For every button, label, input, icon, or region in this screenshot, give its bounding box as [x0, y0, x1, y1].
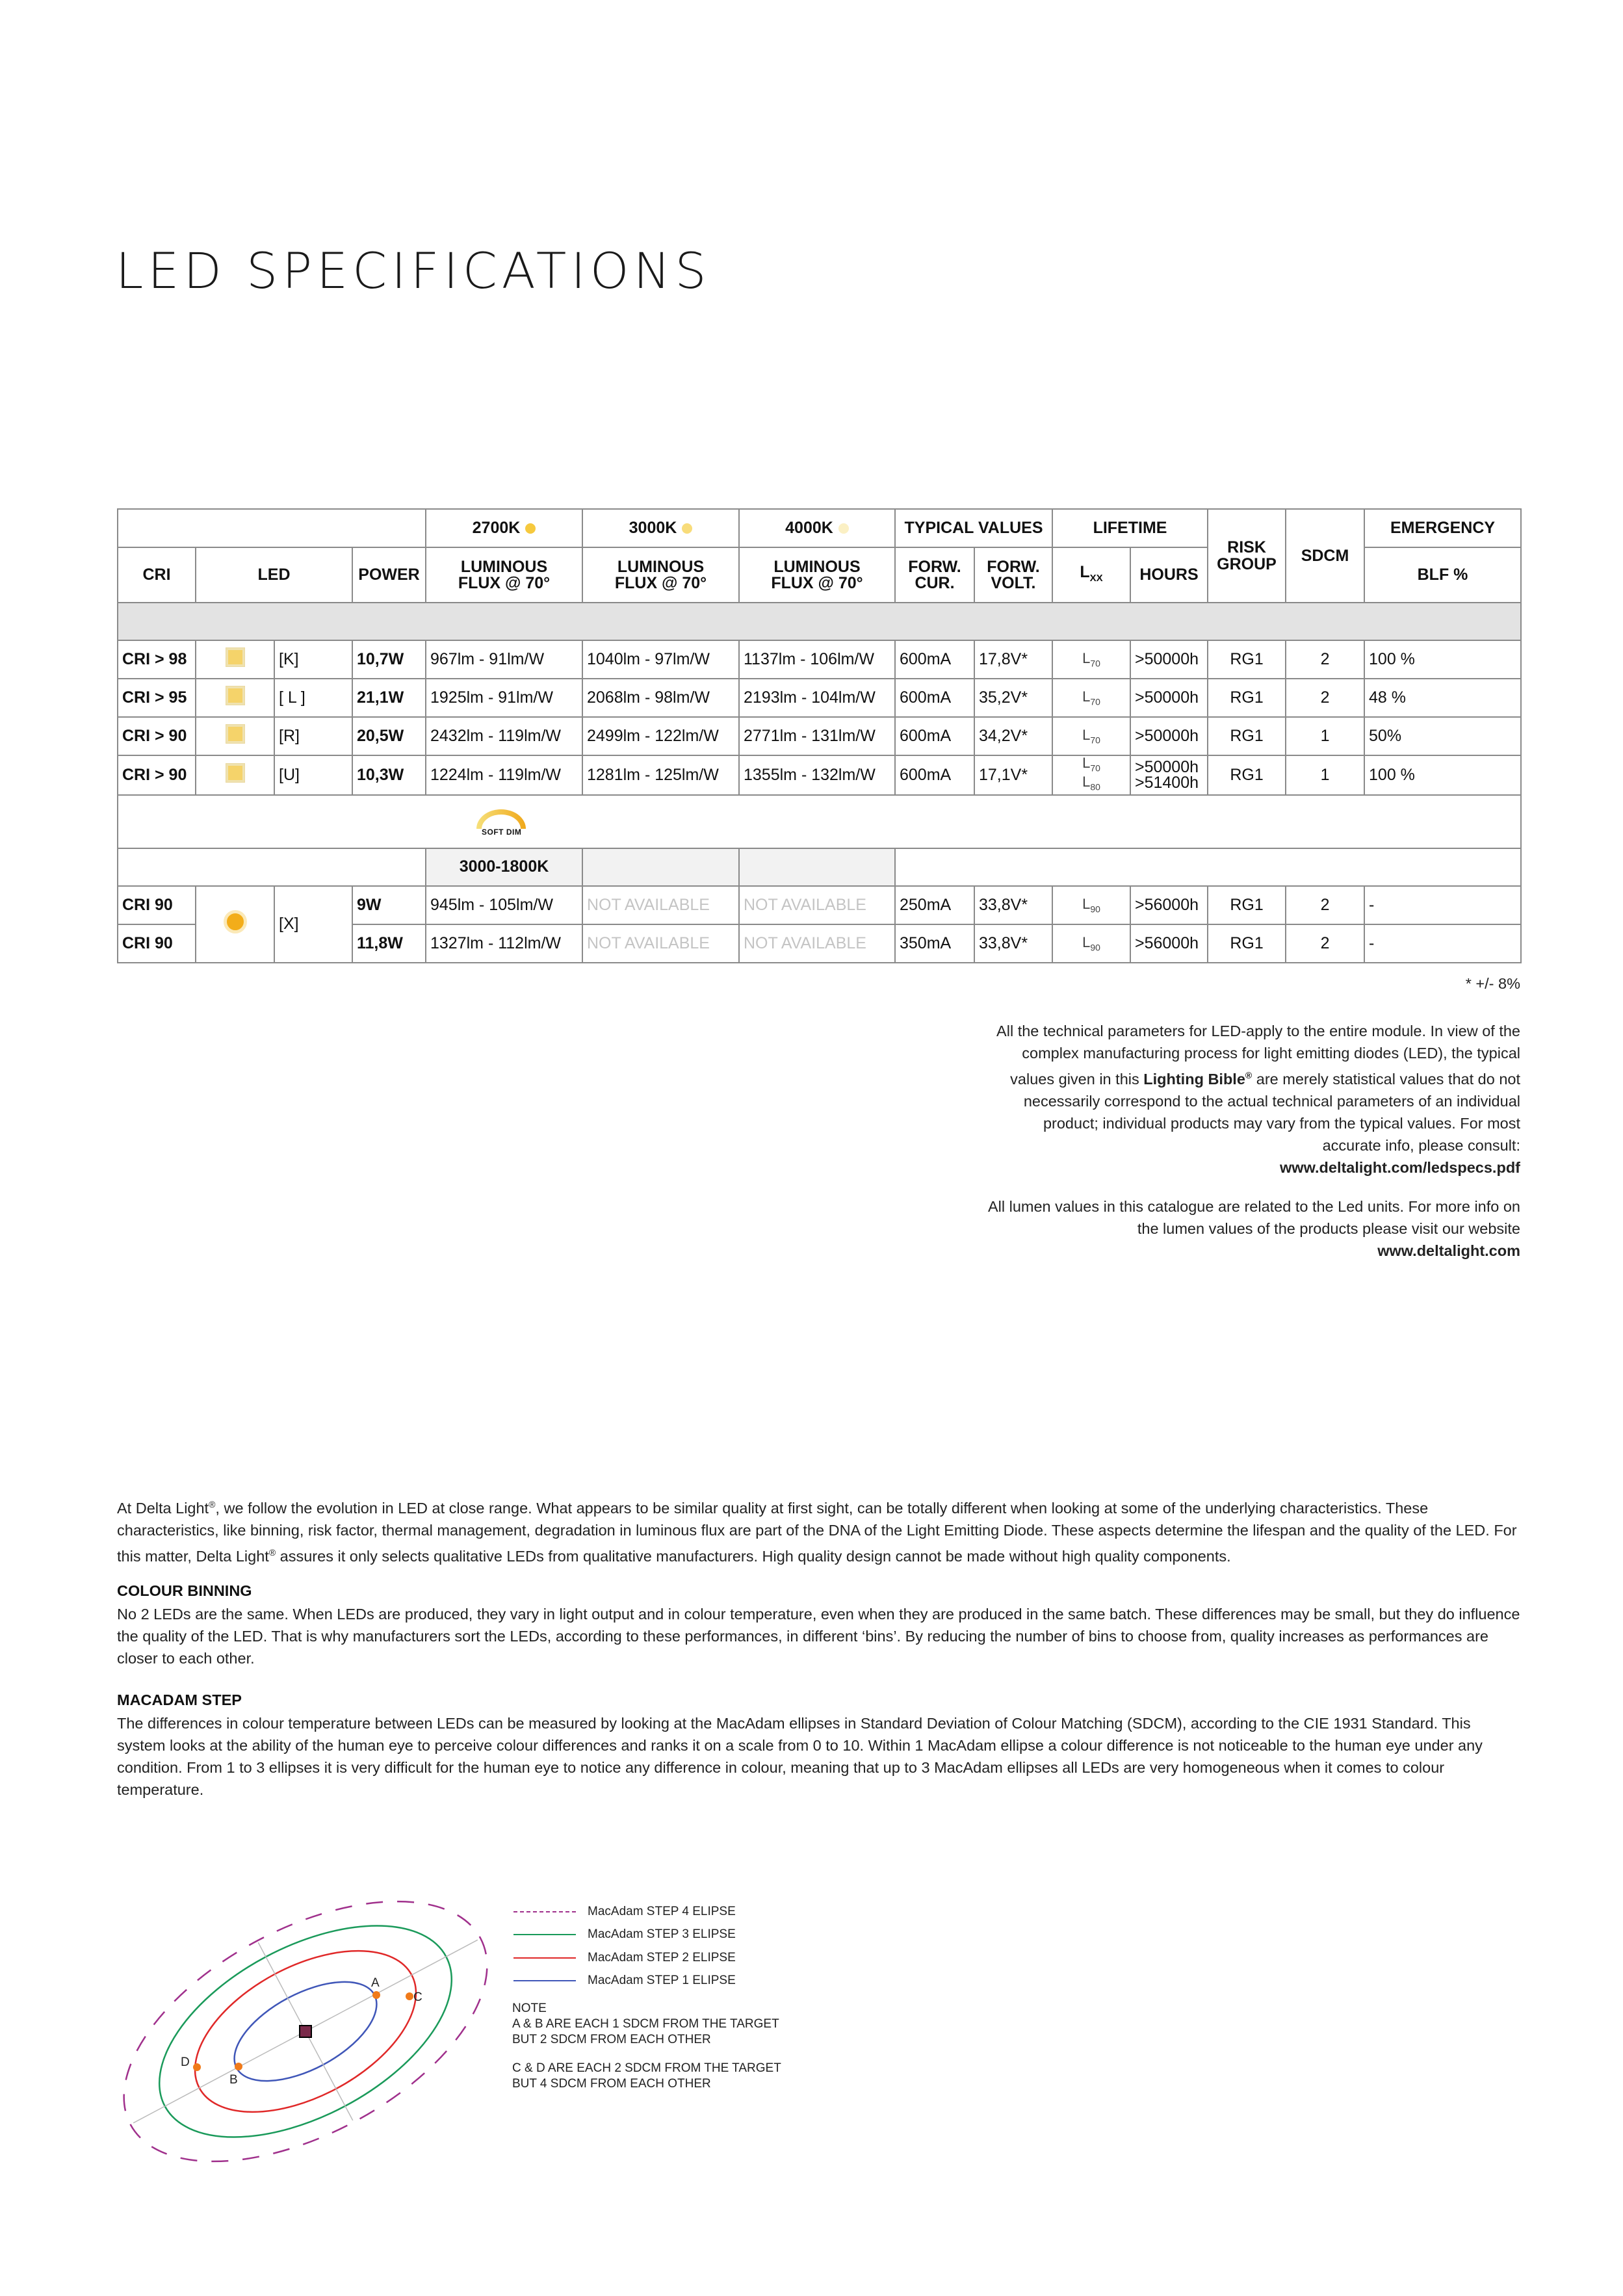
- sdcm-cell: 2: [1286, 679, 1364, 717]
- flux-4000-cell: 2193lm - 104lm/W: [739, 679, 895, 717]
- dim-range-header: 3000-1800K: [426, 848, 582, 886]
- color-dot-4000k: [838, 523, 849, 534]
- table-footnote: * +/- 8%: [1465, 975, 1520, 992]
- table-row: [118, 679, 1521, 717]
- led-chip-icon: [226, 648, 244, 666]
- blf-cell: -: [1364, 924, 1521, 963]
- macadam-text: The differences in colour temperature between LEDs can be measured by looking at the MacAdam ellipses in Standard Deviation of Colour Matching (SDCM), according to the CIE 1931 Standard. This system looks at the ability of the human eye to perceive colour differences and ranks it on a scale from 0 to 10. Within 1 MacAdam ellipse a colour difference is not noticeable to the human eye under any condition. From 1 to 3 ellipses it is very difficult for the human eye to notice any difference in colour, meaning that up to 3 MacAdam ellipses all LEDs are very homogeneous when it comes to colour temperature.: [117, 1715, 1483, 1798]
- cri-cell: CRI > 90: [118, 717, 196, 755]
- color-dot-2700k: [525, 523, 536, 534]
- risk-cell: RG1: [1208, 679, 1286, 717]
- grey-band: [118, 603, 1521, 640]
- header-power: POWER: [352, 547, 426, 603]
- point-c: [406, 1992, 413, 2000]
- power-cell: 10,3W: [352, 755, 426, 795]
- not-available-cell: NOT AVAILABLE: [739, 924, 895, 963]
- sdcm-cell: 1: [1286, 717, 1364, 755]
- risk-cell: RG1: [1208, 755, 1286, 795]
- technical-note: All the technical parameters for LED-apply to the entire module. In view of the complex manufacturing process for light emitting diodes (LED), the typical values given in this Lighting Bible® are merely statistical values that do not necessarily correspond to the actual technical parameters of an individual product; individual products may vary from the typical values. For most accurate info, please consult: www.deltalight.com/ledspecs.pdf: [996, 1023, 1520, 1176]
- softdim-row: [118, 795, 1521, 848]
- dim-range-row: [118, 848, 1521, 886]
- table-row: [118, 640, 1521, 679]
- page-title: LED SPECIFICATIONS: [116, 242, 711, 300]
- diagram-note-2: C & D ARE EACH 2 SDCM FROM THE TARGET BUT 4 SDCM FROM EACH OTHER: [512, 2061, 781, 2091]
- group-header-row: [118, 509, 1521, 547]
- softdim-logo: [473, 807, 530, 839]
- header-forward-current: FORW. CUR.: [895, 547, 974, 603]
- led-chip-icon: [226, 764, 244, 782]
- lumen-note: All lumen values in this catalogue are related to the Led units. For more info on the lumen values of the products please visit our website www.deltalight.com: [987, 1198, 1520, 1259]
- lxx-cell: $L_{70}$ $L_{80}$: [1052, 755, 1130, 795]
- led-image-cell: [196, 640, 274, 679]
- current-cell: 600mA: [895, 717, 974, 755]
- empty-cell: [118, 509, 426, 547]
- led-image-cell: [196, 886, 274, 963]
- header-forward-voltage: FORW. VOLT.: [974, 547, 1052, 603]
- header-4000k: 4000K: [739, 509, 895, 547]
- point-b: [235, 2063, 242, 2070]
- lxx-cell: $L_{70}$: [1052, 717, 1130, 755]
- not-available-cell: NOT AVAILABLE: [582, 924, 739, 963]
- header-lifetime: LIFETIME: [1052, 509, 1208, 547]
- header-typical-values: TYPICAL VALUES: [895, 509, 1052, 547]
- color-dot-3000k: [682, 523, 692, 534]
- flux-2700-cell: 1925lm - 91lm/W: [426, 679, 582, 717]
- voltage-cell: 35,2V*: [974, 679, 1052, 717]
- current-cell: 350mA: [895, 924, 974, 963]
- intro-paragraph: At Delta Light®, we follow the evolution in LED at close range. What appears to be similar quality at first sight, can be totally different when looking at some of the underlying characteristics. These characteristics, like binning, risk factor, thermal management, degradation in luminous flux are part of the DNA of the Light Emitting Diode. These aspects determine the lifespan and the quality of the LED. For this matter, Delta Light® assures it only selects qualitative LEDs from qualitative manufacturers. High quality design cannot be made without high quality components.: [117, 1499, 1517, 1565]
- voltage-cell: 17,1V*: [974, 755, 1052, 795]
- voltage-cell: 34,2V*: [974, 717, 1052, 755]
- hours-cell: >50000h: [1130, 679, 1208, 717]
- website-link[interactable]: www.deltalight.com: [1377, 1242, 1520, 1259]
- flux-3000-cell: 1281lm - 125lm/W: [582, 755, 739, 795]
- led-image-cell: [196, 679, 274, 717]
- flux-4000-cell: 1355lm - 132lm/W: [739, 755, 895, 795]
- flux-4000-cell: 1137lm - 106lm/W: [739, 640, 895, 679]
- blf-cell: 100 %: [1364, 755, 1521, 795]
- hours-cell: >56000h: [1130, 924, 1208, 963]
- current-cell: 600mA: [895, 679, 974, 717]
- cri-cell: CRI > 90: [118, 755, 196, 795]
- legend-step1: MacAdam STEP 1 ELIPSE: [513, 1974, 736, 1988]
- risk-cell: RG1: [1208, 924, 1286, 963]
- blf-cell: 50%: [1364, 717, 1521, 755]
- flux-3000-cell: 1040lm - 97lm/W: [582, 640, 739, 679]
- legend-line: [513, 1957, 576, 1959]
- header-flux-2700: LUMINOUS FLUX @ 70°: [426, 547, 582, 603]
- flux-2700-cell: 967lm - 91lm/W: [426, 640, 582, 679]
- hours-cell: >50000h: [1130, 640, 1208, 679]
- cri-cell: CRI > 95: [118, 679, 196, 717]
- power-cell: 10,7W: [352, 640, 426, 679]
- blf-cell: -: [1364, 886, 1521, 924]
- led-spec-table: [117, 508, 1522, 963]
- colour-binning-heading: COLOUR BINNING: [117, 1582, 252, 1599]
- lxx-cell: $L_{90}$: [1052, 924, 1130, 963]
- softdim-cell: [426, 795, 1521, 848]
- lxx-cell: $L_{70}$: [1052, 640, 1130, 679]
- sdcm-cell: 2: [1286, 640, 1364, 679]
- cri-cell: CRI 90: [118, 886, 196, 924]
- header-blf: BLF %: [1364, 547, 1521, 603]
- led-code-cell: [K]: [274, 640, 352, 679]
- empty-cell: [895, 848, 1521, 886]
- ledspecs-link[interactable]: www.deltalight.com/ledspecs.pdf: [1280, 1158, 1520, 1176]
- header-3000k: 3000K: [582, 509, 739, 547]
- risk-cell: RG1: [1208, 886, 1286, 924]
- legend-line: [513, 1934, 576, 1935]
- not-available-cell: NOT AVAILABLE: [582, 886, 739, 924]
- table-row: [118, 717, 1521, 755]
- led-code-cell: [R]: [274, 717, 352, 755]
- power-cell: 11,8W: [352, 924, 426, 963]
- current-cell: 250mA: [895, 886, 974, 924]
- legend-line: [513, 1911, 576, 1912]
- led-code-cell: [U]: [274, 755, 352, 795]
- header-risk-group: RISK GROUP: [1208, 509, 1286, 603]
- cri-cell: CRI > 98: [118, 640, 196, 679]
- led-code-cell: [X]: [274, 886, 352, 963]
- label-c: C: [413, 1990, 422, 2004]
- current-cell: 600mA: [895, 755, 974, 795]
- sdcm-cell: 2: [1286, 886, 1364, 924]
- lxx-cell: $L_{90}$: [1052, 886, 1130, 924]
- legend-line: [513, 1980, 576, 1981]
- header-sdcm: SDCM: [1286, 509, 1364, 603]
- header-emergency: EMERGENCY: [1364, 509, 1521, 547]
- led-chip-icon: [226, 725, 244, 743]
- power-cell: 21,1W: [352, 679, 426, 717]
- header-flux-3000: LUMINOUS FLUX @ 70°: [582, 547, 739, 603]
- led-code-cell: [ L ]: [274, 679, 352, 717]
- point-a: [372, 1991, 380, 1999]
- table-row: [118, 755, 1521, 795]
- step4-ellipse: [110, 1859, 526, 2197]
- flux-3000-cell: 2499lm - 122lm/W: [582, 717, 739, 755]
- voltage-cell: 33,8V*: [974, 886, 1052, 924]
- sdcm-cell: 2: [1286, 924, 1364, 963]
- diagram-note-1: NOTE A & B ARE EACH 1 SDCM FROM THE TARGET BUT 2 SDCM FROM EACH OTHER: [512, 2002, 779, 2046]
- legend-step4: MacAdam STEP 4 ELIPSE: [513, 1905, 736, 1919]
- flux-3000-cell: 2068lm - 98lm/W: [582, 679, 739, 717]
- target-point: [300, 2026, 311, 2037]
- macadam-heading: MACADAM STEP: [117, 1691, 242, 1708]
- led-round-chip-icon: [224, 910, 247, 933]
- separator-row: [118, 603, 1521, 640]
- flux-4000-cell: 2771lm - 131lm/W: [739, 717, 895, 755]
- empty-cell: [118, 848, 426, 886]
- blf-cell: 100 %: [1364, 640, 1521, 679]
- macadam-ellipse-diagram: [110, 1859, 526, 2197]
- blf-cell: 48 %: [1364, 679, 1521, 717]
- legend-step2: MacAdam STEP 2 ELIPSE: [513, 1951, 736, 1965]
- lxx-cell: $L_{70}$: [1052, 679, 1130, 717]
- power-cell: 20,5W: [352, 717, 426, 755]
- hours-cell: >50000h: [1130, 717, 1208, 755]
- header-hours: HOURS: [1130, 547, 1208, 603]
- risk-cell: RG1: [1208, 640, 1286, 679]
- colour-binning-text: No 2 LEDs are the same. When LEDs are produced, they vary in light output and in colour temperature, even when they are produced in the same batch. These differences may be small, but they do influence the quality of the LED. That is why manufacturers sort the LEDs, according to these performances, in different ‘bins’. By reducing the number of bins to choose from, quality increases as performances are closer to each other.: [117, 1606, 1520, 1667]
- empty-cell: [118, 795, 426, 848]
- power-cell: 9W: [352, 886, 426, 924]
- header-led: LED: [196, 547, 352, 603]
- header-flux-4000: LUMINOUS FLUX @ 70°: [739, 547, 895, 603]
- led-chip-icon: [226, 686, 244, 705]
- voltage-cell: 33,8V*: [974, 924, 1052, 963]
- not-available-cell: NOT AVAILABLE: [739, 886, 895, 924]
- risk-cell: RG1: [1208, 717, 1286, 755]
- legend-step3: MacAdam STEP 3 ELIPSE: [513, 1927, 736, 1942]
- header-cri: CRI: [118, 547, 196, 603]
- led-image-cell: [196, 717, 274, 755]
- cri-cell: CRI 90: [118, 924, 196, 963]
- point-d: [193, 2063, 201, 2071]
- header-lxx: $L_{XX}$: [1052, 547, 1130, 603]
- empty-grey-cell: [739, 848, 895, 886]
- flux-dim-cell: 945lm - 105lm/W: [426, 886, 582, 924]
- current-cell: 600mA: [895, 640, 974, 679]
- label-d: D: [181, 2055, 190, 2069]
- led-image-cell: [196, 755, 274, 795]
- header-2700k: 2700K: [426, 509, 582, 547]
- softdim-label: SOFT DIM: [482, 827, 522, 837]
- label-b: B: [229, 2073, 238, 2087]
- flux-dim-cell: 1327lm - 112lm/W: [426, 924, 582, 963]
- hours-cell: >56000h: [1130, 886, 1208, 924]
- hours-cell: >50000h >51400h: [1130, 755, 1208, 795]
- empty-grey-cell: [582, 848, 739, 886]
- flux-2700-cell: 1224lm - 119lm/W: [426, 755, 582, 795]
- label-a: A: [371, 1976, 380, 1990]
- sdcm-cell: 1: [1286, 755, 1364, 795]
- voltage-cell: 17,8V*: [974, 640, 1052, 679]
- flux-2700-cell: 2432lm - 119lm/W: [426, 717, 582, 755]
- table-row: [118, 886, 1521, 924]
